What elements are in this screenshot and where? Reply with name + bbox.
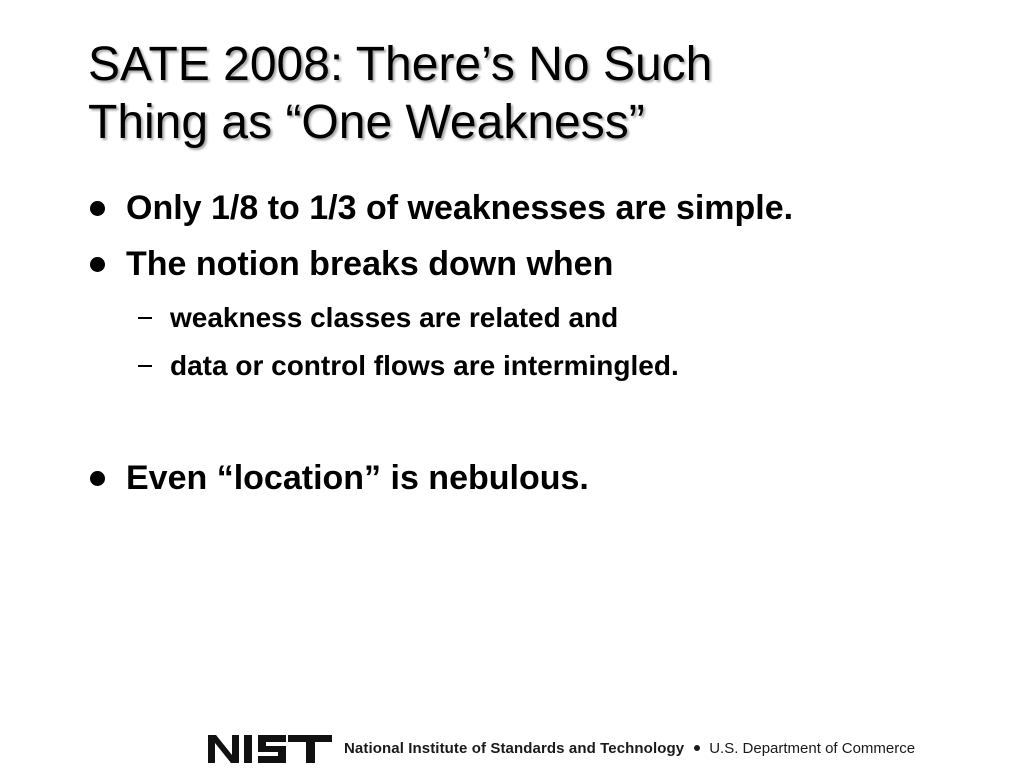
bullet-text: Only 1/8 to 1/3 of weaknesses are simple. bbox=[126, 189, 794, 227]
sub-bullet-dash-icon bbox=[138, 317, 152, 319]
sub-bullet-text: data or control flows are intermingled. bbox=[170, 350, 679, 381]
bullet-text: The notion breaks down when bbox=[126, 245, 614, 283]
title-line-2: Thing as “One Weakness” bbox=[88, 96, 645, 149]
slide-title bbox=[88, 36, 988, 152]
bullet-item bbox=[88, 459, 589, 498]
sub-bullet-item bbox=[138, 350, 679, 382]
bullet-text: Even “location” is nebulous. bbox=[126, 459, 589, 497]
sub-bullet-dash-icon bbox=[138, 365, 152, 367]
footer-separator-dot-icon bbox=[694, 745, 700, 751]
title-line-1: SATE 2008: There’s No Such bbox=[88, 38, 713, 91]
bullet-dot-icon bbox=[90, 257, 105, 272]
bullet-dot-icon bbox=[90, 201, 105, 216]
footer bbox=[208, 730, 915, 766]
footer-organization: National Institute of Standards and Technology bbox=[344, 739, 685, 757]
footer-department: U.S. Department of Commerce bbox=[709, 739, 916, 757]
sub-bullet-text: weakness classes are related and bbox=[170, 302, 619, 333]
nist-logo-icon bbox=[208, 731, 332, 765]
bullet-dot-icon bbox=[90, 471, 105, 486]
bullet-item bbox=[88, 245, 613, 284]
sub-bullet-item bbox=[138, 302, 618, 334]
bullet-item bbox=[88, 189, 793, 228]
